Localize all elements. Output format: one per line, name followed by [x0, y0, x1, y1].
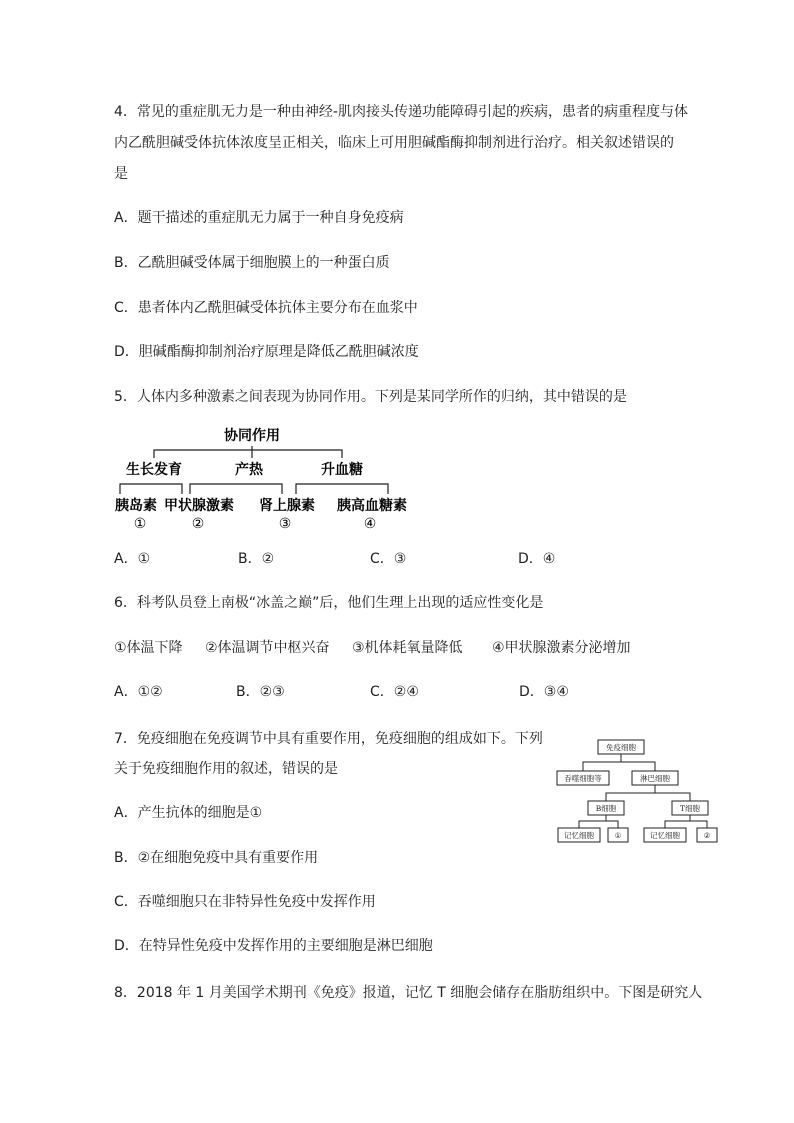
q7-option-b: B．②在细胞免疫中具有重要作用 [114, 850, 319, 866]
q6-option-d: D．③④ [519, 684, 569, 700]
q7-label-memory-2: 记忆细胞 [650, 831, 680, 840]
q6-item-4: ④甲状腺激素分泌增加 [492, 640, 631, 656]
q7-option-a: A．产生抗体的细胞是① [114, 805, 263, 821]
q4-stem-line-1: 4．常见的重症肌无力是一种由神经-肌肉接头传递功能障碍引起的疾病，患者的病重程度与体 [114, 104, 688, 120]
q6-item-2: ②体温调节中枢兴奋 [205, 640, 330, 656]
q5-category-growth: 生长发育 [126, 462, 182, 478]
q7-line-level1 [583, 762, 655, 771]
q5-hormone-glucagon: 胰高血糖素 [337, 498, 407, 514]
q5-marker-3: ③ [278, 516, 292, 532]
q5-hormone-diagram [112, 422, 412, 532]
q5-sugar-connector [296, 484, 388, 494]
q4-option-a: A．题干描述的重症肌无力属于一种自身免疫病 [114, 210, 404, 226]
q5-growth-connector [120, 484, 182, 494]
q7-stem-line-2: 关于免疫细胞作用的叙述，错误的是 [114, 761, 338, 777]
q5-hormone-adrenaline: 肾上腺素 [259, 498, 315, 514]
q5-option-d: D．④ [518, 551, 556, 567]
q5-option-b: B．② [238, 551, 275, 567]
q5-hormone-thyroid: 甲状腺激素 [164, 498, 234, 514]
q5-marker-1: ① [133, 516, 147, 532]
q7-line-b-children [579, 821, 618, 828]
q5-category-heat: 产热 [235, 462, 263, 478]
q7-immune-cell-diagram [550, 738, 730, 850]
q5-marker-2: ② [191, 516, 205, 532]
q6-item-3: ③机体耗氧量降低 [352, 640, 463, 656]
q7-line-level2 [606, 793, 690, 801]
q7-label-t-cell: T细胞 [679, 804, 701, 813]
q7-line-t-children [665, 821, 707, 828]
q7-stem-line-1: 7．免疫细胞在免疫调节中具有重要作用，免疫细胞的组成如下。下列 [114, 731, 543, 747]
q5-heat-connector [190, 484, 282, 494]
q7-option-c: C．吞噬细胞只在非特异性免疫中发挥作用 [114, 894, 376, 910]
q5-option-a: A．① [114, 551, 151, 567]
q7-label-b-cell: B细胞 [595, 804, 617, 813]
q7-option-d: D．在特异性免疫中发挥作用的主要细胞是淋巴细胞 [114, 938, 433, 954]
q6-item-1: ①体温下降 [114, 640, 183, 656]
q6-option-c: C．②④ [370, 684, 419, 700]
q4-option-c: C．患者体内乙酰胆碱受体抗体主要分布在血浆中 [114, 300, 418, 316]
q7-label-lymphocyte: 淋巴细胞 [640, 774, 670, 783]
q5-marker-4: ④ [363, 516, 377, 532]
q6-option-b: B．②③ [236, 684, 285, 700]
q8-stem: 8．2018 年 1 月美国学术期刊《免疫》报道，记忆 T 细胞会储存在脂肪组织中。下图是研究人 [114, 985, 703, 1001]
q6-stem: 6．科考队员登上南极“冰盖之巅”后，他们生理上出现的适应性变化是 [114, 595, 544, 611]
q4-stem-line-2: 内乙酰胆碱受体抗体浓度呈正相关，临床上可用胆碱酯酶抑制剂进行治疗。相关叙述错误的 [114, 135, 674, 151]
q5-stem: 5．人体内多种激素之间表现为协同作用。下列是某同学所作的归纳，其中错误的是 [114, 389, 627, 405]
q7-label-memory-1: 记忆细胞 [564, 831, 594, 840]
q7-label-marker-1: ① [614, 831, 622, 840]
q5-category-sugar: 升血糖 [321, 462, 363, 478]
q4-option-b: B．乙酰胆碱受体属于细胞膜上的一种蛋白质 [114, 255, 390, 271]
q7-label-marker-2: ② [703, 831, 711, 840]
q5-root-connector [154, 450, 342, 458]
q7-label-root: 免疫细胞 [606, 743, 636, 752]
q5-root-label: 协同作用 [224, 428, 280, 444]
q4-option-d: D．胆碱酯酶抑制剂治疗原理是降低乙酰胆碱浓度 [114, 344, 419, 360]
q7-label-phagocyte: 吞噬细胞等 [564, 774, 602, 783]
q5-hormone-insulin: 胰岛素 [115, 498, 157, 514]
q5-option-c: C．③ [370, 551, 407, 567]
q4-stem-line-3: 是 [114, 166, 128, 182]
q6-option-a: A．①② [114, 684, 163, 700]
